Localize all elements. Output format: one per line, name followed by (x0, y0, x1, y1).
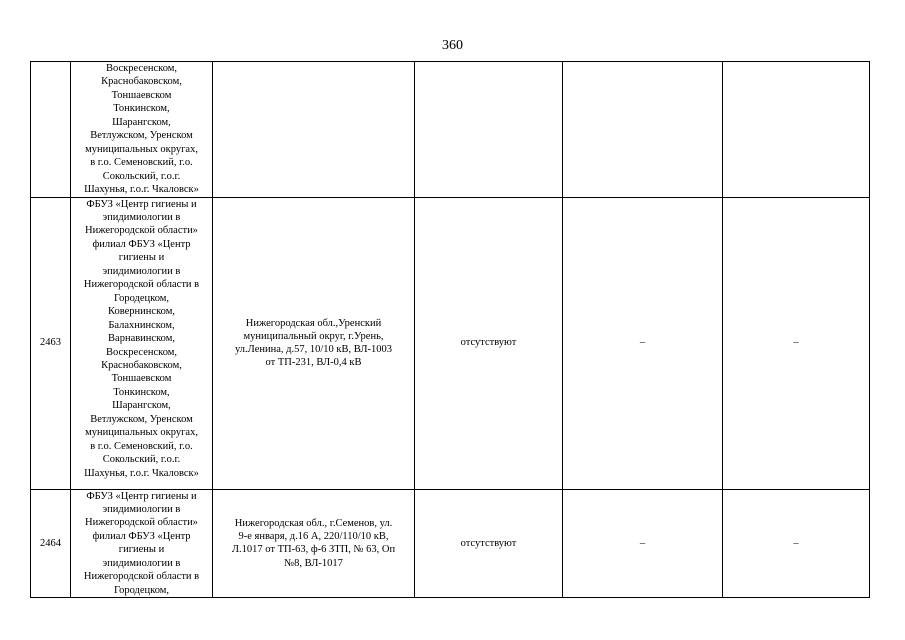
cell-text-line: ул.Ленина, д.57, 10/10 кВ, ВЛ-1003 (235, 344, 392, 356)
cell-text-line: эпидимиологии в (102, 211, 181, 223)
row-number-cell: 2464 (31, 489, 71, 598)
cell-text-line: Городецком, (113, 584, 170, 596)
dash-cell: – (563, 197, 723, 489)
cell-text-line: 9-е января, д.16 А, 220/110/10 кВ, (238, 531, 389, 543)
cell-text-line: Шахунья, г.о.г. Чкаловск» (84, 184, 199, 196)
cell-text-line: Шарангском, (112, 116, 171, 128)
cell-text-line: Ковернинском, (108, 306, 175, 318)
cell-text-line: Нижегородская обл., г.Семенов, ул. (234, 517, 393, 529)
dash-cell (723, 62, 870, 198)
cell-text-line: муниципальных округах, (85, 427, 198, 439)
table-row (31, 489, 870, 598)
cell-text-line: Ветлужском, Уренском (90, 130, 193, 142)
cell-text-line: Краснобаковском, (101, 359, 182, 371)
cell-text-line: Сокольский, г.о.г. (102, 454, 181, 466)
cell-text-line: ФБУЗ «Центр гигиены и (86, 198, 197, 210)
dash-cell: – (723, 489, 870, 598)
cell-text-line: Балахнинском, (108, 319, 175, 331)
dash-cell (563, 62, 723, 198)
cell-text-line: Шарангском, (112, 400, 171, 412)
cell-text-line: Тоншаевском (111, 373, 172, 385)
cell-text-line: эпидимиологии в (102, 265, 181, 277)
cell-text-line: Тонкинском, (113, 386, 170, 398)
cell-text-line: гигиены и (118, 544, 165, 556)
cell-text-line: Нижегородская обл.,Уренский (245, 317, 382, 329)
cell-text-line: от ТП-231, ВЛ-0,4 кВ (265, 357, 362, 369)
address-cell (213, 489, 415, 598)
page-number: 360 (442, 38, 463, 53)
cell-text-line: гигиены и (118, 252, 165, 264)
cell-text-line: Л.1017 от ТП-63, ф-6 ЗТП, № 63, Оп (231, 544, 396, 556)
cell-text-line: Нижегородской области в (83, 571, 200, 583)
cell-text-line: в г.о. Семеновский, г.о. (90, 157, 193, 169)
cell-text-line: муниципальных округах, (85, 143, 198, 155)
status-cell: отсутствуют (415, 197, 563, 489)
organization-cell (71, 489, 213, 598)
status-cell (415, 62, 563, 198)
cell-text-line: №8, ВЛ-1017 (284, 557, 343, 569)
cell-text-line: Сокольский, г.о.г. (102, 170, 181, 182)
cell-text-line: Краснобаковском, (101, 76, 182, 88)
address-cell (213, 62, 415, 198)
dash-cell: – (723, 197, 870, 489)
cell-text-line: муниципальный округ, г.Урень, (243, 330, 384, 342)
cell-text-line: эпидимиологии в (102, 557, 181, 569)
cell-text-line: в г.о. Семеновский, г.о. (90, 440, 193, 452)
cell-text-line: филиал ФБУЗ «Центр (92, 238, 191, 250)
registry-table (30, 61, 870, 598)
status-cell: отсутствуют (415, 489, 563, 598)
address-cell (213, 197, 415, 489)
cell-text-line: эпидимиологии в (102, 503, 181, 515)
table-row (31, 62, 870, 198)
cell-text-line: Воскресенском, (105, 63, 178, 74)
cell-text-line: Варнавинском, (108, 333, 175, 345)
table-row (31, 197, 870, 489)
row-number-cell: 2463 (31, 197, 71, 489)
cell-text-line: Воскресенском, (105, 346, 178, 358)
cell-text-line: Нижегородской области» (85, 517, 198, 529)
cell-text-line: Тоншаевском (111, 89, 172, 101)
cell-text-line: Нижегородской области» (85, 225, 198, 237)
cell-text-line: Шахунья, г.о.г. Чкаловск» (84, 467, 199, 479)
cell-text-line: Тонкинском, (113, 103, 170, 115)
dash-cell: – (563, 489, 723, 598)
cell-text-line: ФБУЗ «Центр гигиены и (86, 490, 197, 502)
cell-text-line: филиал ФБУЗ «Центр (92, 530, 191, 542)
row-number-cell (31, 62, 71, 198)
cell-text-line: Ветлужском, Уренском (90, 413, 193, 425)
cell-text-line: Нижегородской области в (83, 279, 200, 291)
organization-cell (71, 62, 213, 198)
organization-cell (71, 197, 213, 489)
cell-text-line: Городецком, (113, 292, 170, 304)
